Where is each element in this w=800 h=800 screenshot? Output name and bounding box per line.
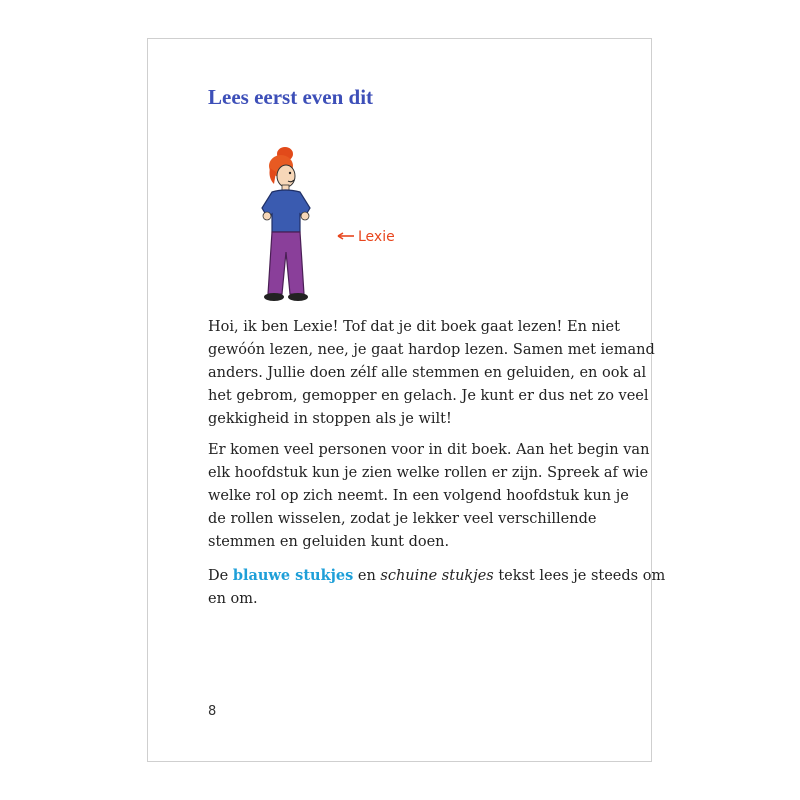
paragraph-reading-instructions [208,564,666,611]
text-line: Er komen veel personen voor in dit boek. Aan het begin van [208,442,650,458]
text-line: elk hoofdstuk kun je zien welke rollen er zijn. Spreek af wie [208,465,649,481]
lexie-illustration [248,144,423,304]
text-line: anders. Jullie doen zélf alle stemmen en geluiden, en ook al [208,365,647,381]
text-line: het gebrom, gemopper en gelach. Je kunt er dus net zo veel [208,388,649,404]
italic-text-sample: schuine stukjes [380,568,494,584]
book-page [147,38,666,762]
text-mid: en [353,568,381,584]
text-line: de rollen wisselen, zodat je lekker veel verschillende [208,511,597,527]
paragraph-intro [208,316,655,431]
left-arrow-icon [338,233,354,239]
text-line: gewóón lezen, nee, je gaat hardop lezen. Samen met iemand [208,342,655,358]
text-line: en om. [208,591,258,607]
paragraph-roles [208,439,650,554]
page-number: 8 [208,704,217,719]
text-line [208,564,666,588]
purple-trousers [268,232,304,294]
text-line: stemmen en geluiden kunt doen. [208,534,450,550]
blue-text-sample: blauwe stukjes [232,567,354,584]
text-lead: De [208,568,233,584]
lexie-label: Lexie [358,229,395,245]
face [277,165,295,191]
page-heading: Lees eerst even dit [208,85,374,109]
text-line: gekkigheid in stoppen als je wilt! [208,411,452,427]
text-line: Hoi, ik ben Lexie! Tof dat je dit boek gaat lezen! En niet [208,319,620,335]
text-line: welke rol op zich neemt. In een volgend hoofdstuk kun je [208,488,629,504]
text-tail: tekst lees je steeds om [493,568,666,584]
blue-sweater [262,190,310,232]
